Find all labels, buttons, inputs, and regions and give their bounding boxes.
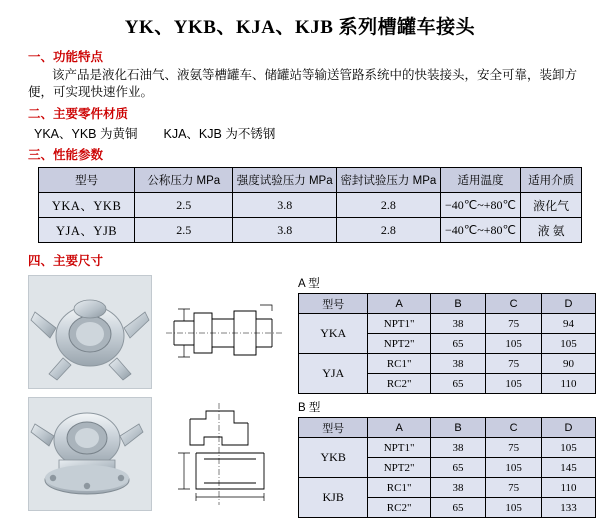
dim-a-header-model: 型号 [299,294,368,314]
dim-a-cell-d: 105 [542,334,596,354]
spec-cell-strength: 3.8 [233,193,337,218]
table-row [39,193,582,218]
spec-header-medium: 适用介质 [521,168,582,193]
table-row [299,354,596,374]
coupling-drawing-b [160,397,288,509]
dim-b-cell-c: 75 [486,438,542,458]
dim-a-model: YJA [299,354,368,394]
spec-cell-model: YJA、YJB [39,218,135,243]
page-title: YK、YKB、KJA、KJB 系列槽罐车接头 [124,17,476,38]
table-row [299,478,596,498]
dim-b-cell-b: 38 [430,438,485,458]
dim-a-model: YKA [299,314,368,354]
spec-cell-nominal: 2.5 [135,193,233,218]
dim-label-b: B 型 [298,402,321,414]
dim-b-cell-a: NPT1" [368,438,430,458]
dim-a-cell-d: 94 [542,314,596,334]
spec-header-nominal-pressure: 公称压力 MPa [135,168,233,193]
dim-b-cell-c: 105 [486,458,542,478]
spec-cell-temp: −40℃~+80℃ [440,218,521,243]
spec-cell-temp: −40℃~+80℃ [440,193,521,218]
dim-b-cell-b: 65 [430,458,485,478]
dim-a-cell-b: 38 [430,354,485,374]
dim-b-cell-b: 65 [430,498,485,518]
dim-a-header-d: D [542,294,596,314]
coupling-drawing-b-graphic [160,397,288,509]
spec-cell-medium: 液 氨 [521,218,582,243]
dim-a-cell-a: NPT2" [368,334,430,354]
dim-a-header-b: B [430,294,485,314]
dim-a-cell-b: 65 [430,334,485,354]
dim-b-header-b: B [430,418,485,438]
spec-cell-seal: 2.8 [337,218,441,243]
coupling-photo-b [28,397,152,511]
dim-a-cell-c: 105 [486,374,542,394]
section-heading-performance: 三、性能参数 [28,148,104,162]
dim-a-cell-b: 65 [430,374,485,394]
dim-a-cell-c: 75 [486,314,542,334]
table-row [299,438,596,458]
dim-a-cell-c: 105 [486,334,542,354]
table-row [39,218,582,243]
product-row-a [28,275,290,393]
dimensions-area [10,275,590,515]
dim-b-cell-a: RC1" [368,478,430,498]
dim-b-header-a: A [368,418,430,438]
spec-cell-seal: 2.8 [337,193,441,218]
dim-b-header-row [299,418,596,438]
materials-line [34,124,590,142]
dim-b-cell-c: 105 [486,498,542,518]
dim-b-model: YKB [299,438,368,478]
dim-a-cell-a: RC1" [368,354,430,374]
spec-table [38,167,582,243]
dim-b-cell-a: NPT2" [368,458,430,478]
dimension-block-a [298,275,598,394]
dim-a-cell-d: 90 [542,354,596,374]
spec-cell-strength: 3.8 [233,218,337,243]
dim-a-header-c: C [486,294,542,314]
section-heading-features: 一、功能特点 [28,50,104,64]
dim-b-model: KJB [299,478,368,518]
dim-b-header-model: 型号 [299,418,368,438]
dimension-table-b [298,417,596,518]
dim-b-header-d: D [542,418,596,438]
dim-b-cell-a: RC2" [368,498,430,518]
spec-header-strength-pressure: 强度试验压力 MPa [233,168,337,193]
features-text: 该产品是液化石油气、液氨等槽罐车、储罐站等输送管路系统中的快装接头，安全可靠，装卸方便，可实现快速作业。 [28,68,578,99]
coupling-photo-a-graphic [29,276,151,388]
dim-a-header-row [299,294,596,314]
dim-b-cell-d: 105 [542,438,596,458]
dim-b-cell-d: 133 [542,498,596,518]
materials-right: KJA、KJB 为不锈钢 [163,127,276,141]
dim-a-cell-d: 110 [542,374,596,394]
dim-label-a: A 型 [298,278,320,290]
spec-table-header-row [39,168,582,193]
spec-header-seal-pressure: 密封试验压力 MPa [337,168,441,193]
coupling-drawing-a [160,275,288,387]
dim-b-cell-b: 38 [430,478,485,498]
dim-a-cell-b: 38 [430,314,485,334]
section-heading-materials: 二、主要零件材质 [28,107,129,121]
product-row-b [28,397,290,515]
coupling-drawing-a-graphic [160,275,288,387]
dim-a-cell-a: NPT1" [368,314,430,334]
dim-b-header-c: C [486,418,542,438]
dim-a-cell-c: 75 [486,354,542,374]
materials-left: YKA、YKB 为黄铜 [34,127,138,141]
dim-b-cell-d: 145 [542,458,596,478]
spec-cell-nominal: 2.5 [135,218,233,243]
dim-a-header-a: A [368,294,430,314]
spec-cell-medium: 液化气 [521,193,582,218]
coupling-photo-a [28,275,152,389]
spec-header-temperature: 适用温度 [440,168,521,193]
dimension-table-a [298,293,596,394]
section-heading-dimensions: 四、主要尺寸 [28,254,104,268]
spec-header-model: 型号 [39,168,135,193]
spec-cell-model: YKA、YKB [39,193,135,218]
coupling-photo-b-graphic [29,398,151,510]
dim-b-cell-c: 75 [486,478,542,498]
dim-a-cell-a: RC2" [368,374,430,394]
dimension-block-b [298,399,598,518]
table-row [299,314,596,334]
dim-b-cell-d: 110 [542,478,596,498]
